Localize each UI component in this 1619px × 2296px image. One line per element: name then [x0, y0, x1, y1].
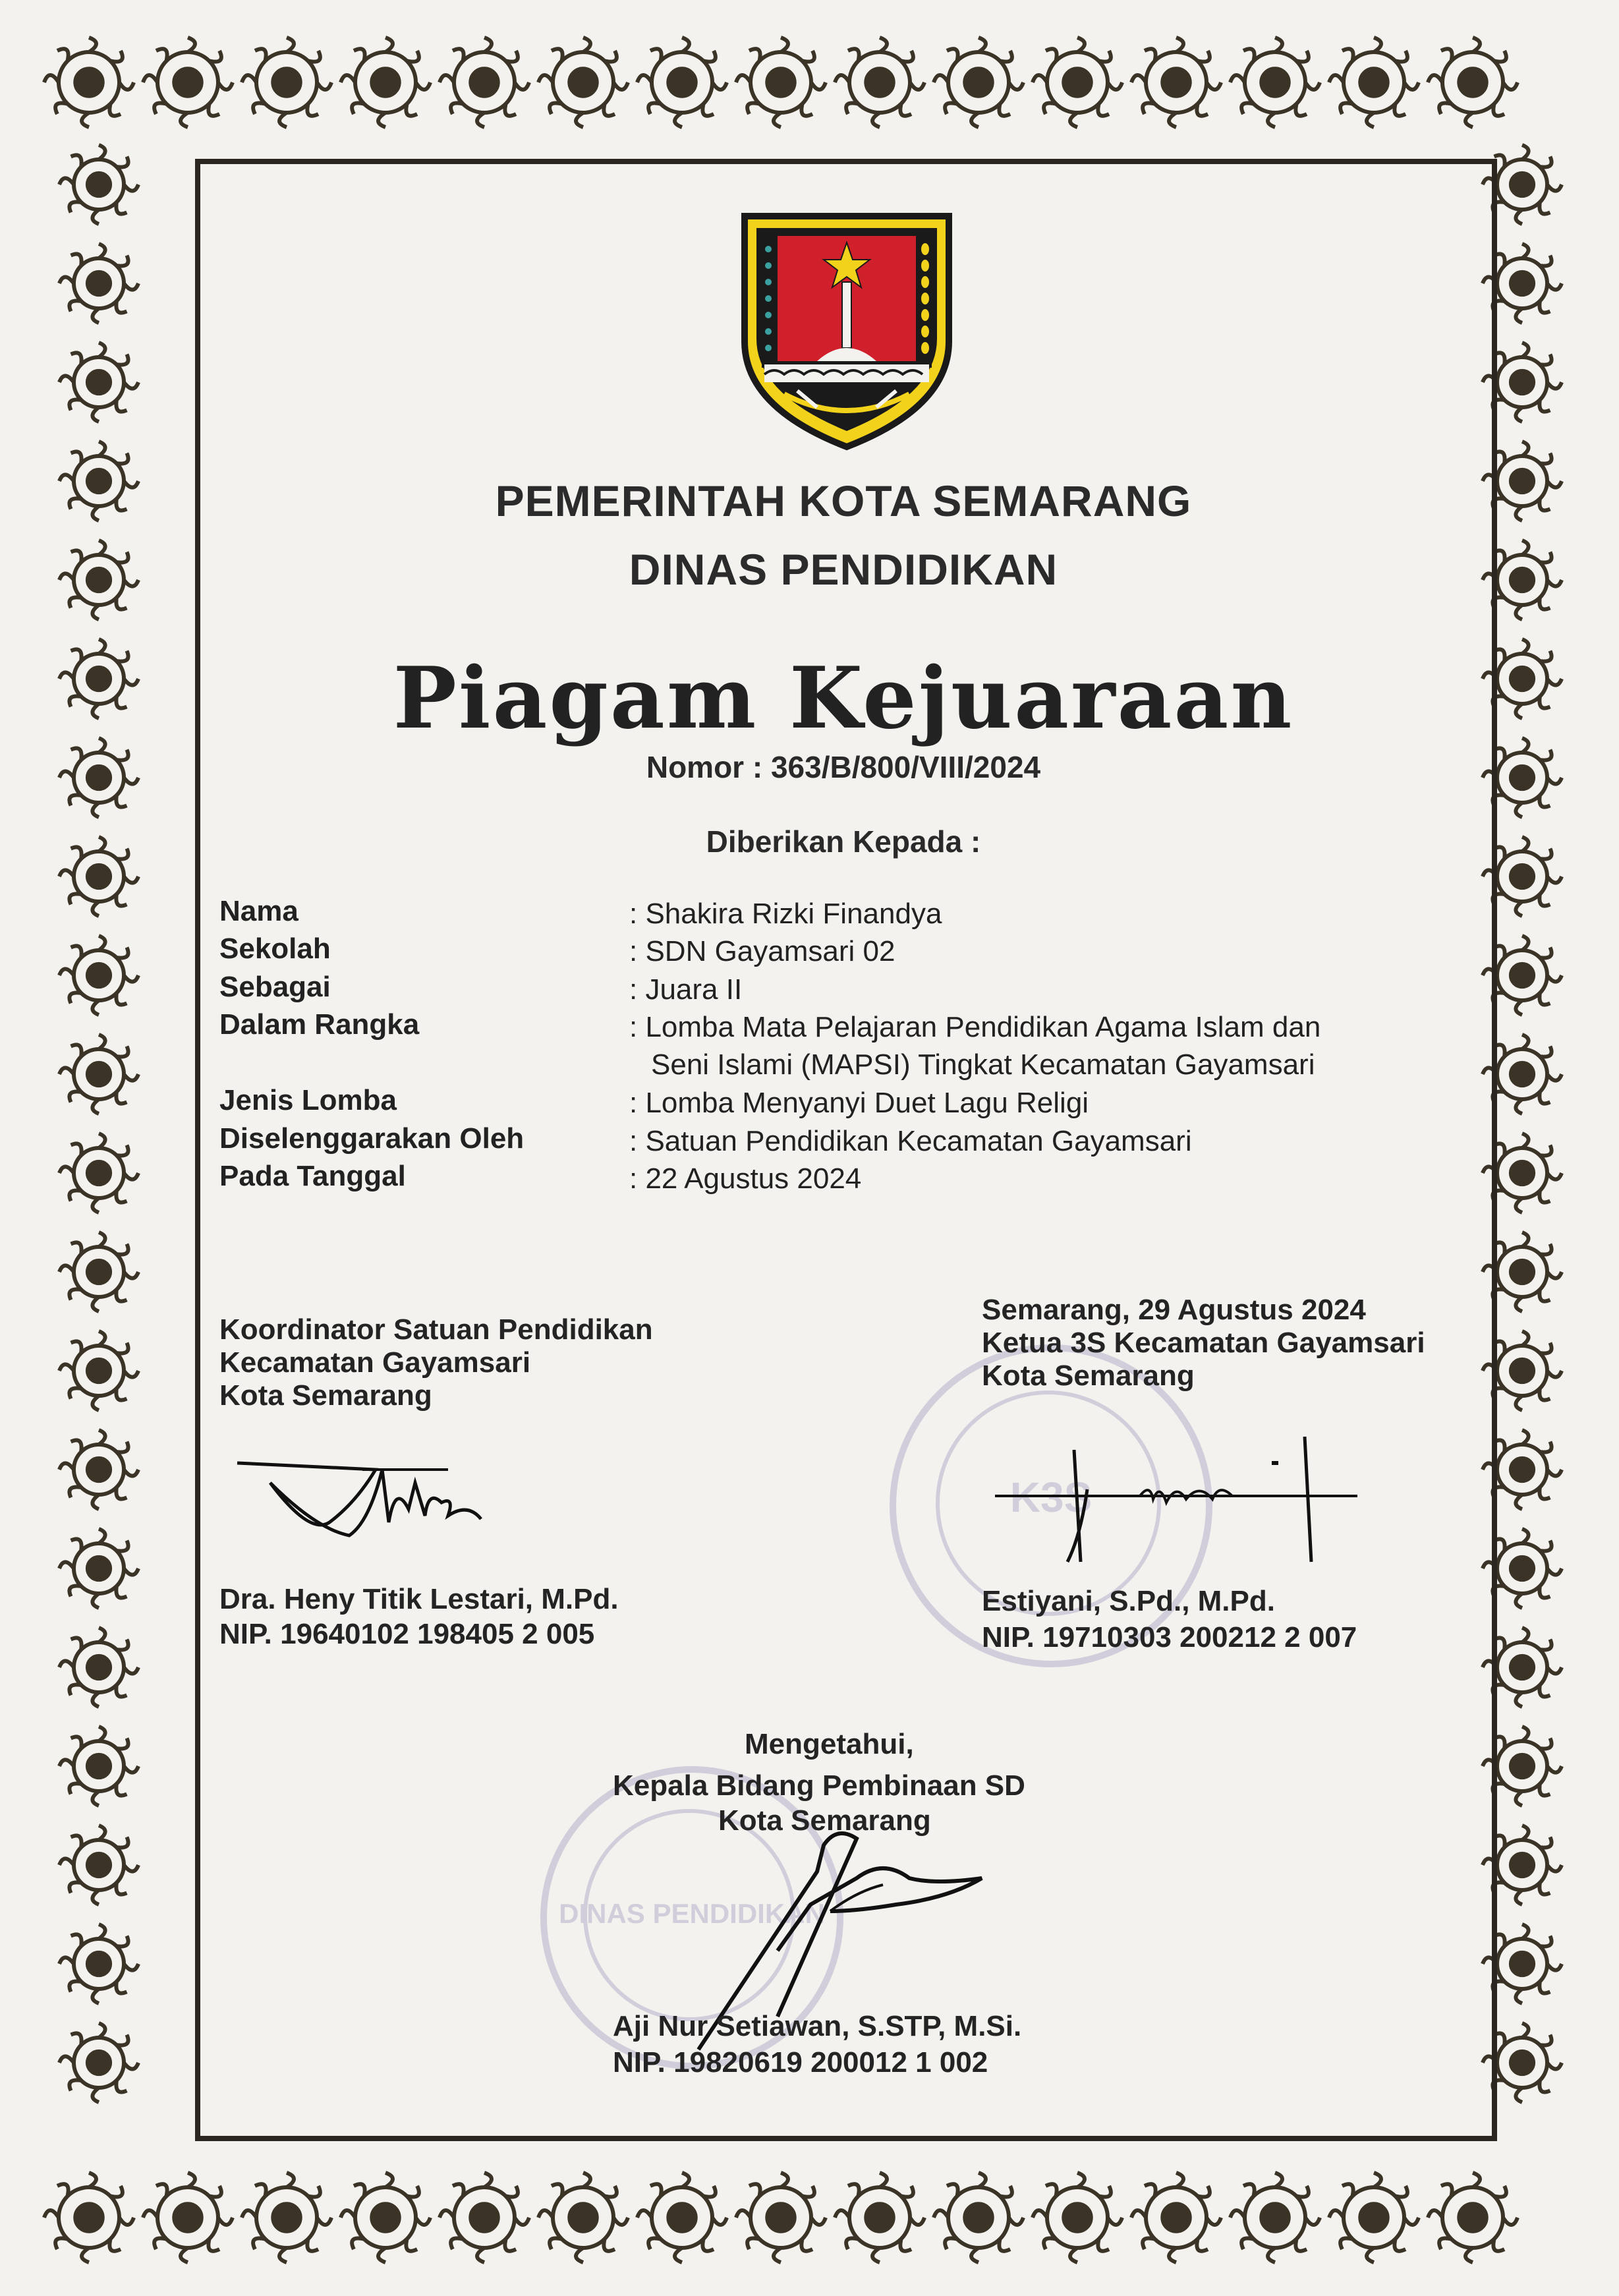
field-label-role: Sebagai	[219, 971, 331, 1003]
border-ornament	[637, 38, 727, 127]
border-ornament	[44, 2173, 134, 2262]
border-ornament	[1230, 2173, 1320, 2262]
field-label-occasion: Dalam Rangka	[219, 1008, 420, 1041]
border-ornament	[59, 244, 138, 323]
certificate-title: Piagam Kejuaraan	[393, 649, 1294, 748]
government-name: PEMERINTAH KOTA SEMARANG	[495, 476, 1192, 525]
bottom-signatory-title-1: Kepala Bidang Pembinaan SD	[613, 1769, 1025, 1802]
border-ornament	[59, 1529, 138, 1608]
border-ornament	[440, 2173, 529, 2262]
border-ornament	[59, 145, 138, 224]
bottom-signatory-name: Aji Nur Setiawan, S.STP, M.Si.	[613, 2010, 1022, 2042]
field-label-date: Pada Tanggal	[219, 1160, 406, 1192]
border-ornament	[1428, 38, 1518, 127]
border-ornament	[341, 38, 430, 127]
border-ornament	[1033, 38, 1122, 127]
semarang-coat-of-arms	[738, 210, 955, 453]
field-value-name: : Shakira Rizki Finandya	[629, 898, 942, 930]
field-value-role: : Juara II	[629, 973, 743, 1006]
border-ornament	[934, 38, 1023, 127]
border-ornament	[59, 2023, 138, 2102]
stamp-k3s-text: K3S	[1009, 1474, 1093, 1521]
border-ornament	[835, 38, 924, 127]
border-ornament	[637, 2173, 727, 2262]
border-ornament	[59, 1232, 138, 1311]
border-ornament	[59, 1331, 138, 1410]
border-ornament	[1428, 2173, 1518, 2262]
border-ornament	[538, 2173, 628, 2262]
border-ornament	[242, 38, 331, 127]
border-ornament	[242, 2173, 331, 2262]
right-signatory-title-2: Kota Semarang	[982, 1360, 1195, 1392]
border-ornament	[59, 1727, 138, 1806]
border-ornament	[59, 1430, 138, 1509]
border-ornament	[440, 38, 529, 127]
given-to-heading: Diberikan Kepada :	[706, 824, 981, 859]
border-ornament	[44, 38, 134, 127]
border-ornament	[736, 38, 826, 127]
border-ornament	[736, 2173, 826, 2262]
bottom-signatory-title-2: Kota Semarang	[718, 1804, 931, 1837]
right-place-date: Semarang, 29 Agustus 2024	[982, 1294, 1366, 1326]
field-value-organizer: : Satuan Pendidikan Kecamatan Gayamsari	[629, 1125, 1192, 1157]
field-label-school: Sekolah	[219, 933, 331, 965]
border-ornament	[59, 1035, 138, 1114]
field-label-name: Nama	[219, 895, 298, 927]
border-ornament	[59, 1134, 138, 1213]
right-signatory-nip: NIP. 19710303 200212 2 007	[982, 1621, 1357, 1653]
border-ornament	[59, 1628, 138, 1707]
left-signatory-name: Dra. Heny Titik Lestari, M.Pd.	[219, 1583, 619, 1615]
left-signature	[231, 1443, 534, 1575]
acknowledged-label: Mengetahui,	[745, 1728, 914, 1760]
right-signatory-name: Estiyani, S.Pd., M.Pd.	[982, 1585, 1275, 1617]
field-value-occasion: : Lomba Mata Pelajaran Pendidikan Agama Islam dan	[629, 1011, 1321, 1043]
field-value-school: : SDN Gayamsari 02	[629, 935, 895, 967]
border-ornament	[59, 1924, 138, 2003]
border-ornament	[143, 2173, 233, 2262]
left-signatory-title-2: Kecamatan Gayamsari	[219, 1346, 531, 1379]
left-signatory-nip: NIP. 19640102 198405 2 005	[219, 1618, 595, 1650]
left-signatory-title-3: Kota Semarang	[219, 1379, 432, 1412]
border-ornament	[143, 38, 233, 127]
border-ornament	[59, 1825, 138, 1905]
department-name: DINAS PENDIDIKAN	[629, 545, 1058, 594]
field-value-occasion-line2: Seni Islami (MAPSI) Tingkat Kecamatan Gayamsari	[651, 1048, 1315, 1081]
right-signature	[988, 1430, 1357, 1575]
border-ornament	[1131, 38, 1221, 127]
border-ornament	[1131, 2173, 1221, 2262]
right-signatory-title-1: Ketua 3S Kecamatan Gayamsari	[982, 1327, 1425, 1359]
field-label-competition-type: Jenis Lomba	[219, 1084, 397, 1116]
border-ornament	[59, 936, 138, 1015]
border-ornament	[934, 2173, 1023, 2262]
border-ornament	[1230, 38, 1320, 127]
border-ornament	[1329, 38, 1419, 127]
left-signatory-title-1: Koordinator Satuan Pendidikan	[219, 1313, 653, 1346]
border-ornament	[59, 343, 138, 422]
border-ornament	[1329, 2173, 1419, 2262]
border-ornament	[341, 2173, 430, 2262]
field-label-organizer: Diselenggarakan Oleh	[219, 1122, 525, 1155]
field-value-date: : 22 Agustus 2024	[629, 1162, 862, 1195]
bottom-signatory-nip: NIP. 19820619 200012 1 002	[613, 2046, 988, 2079]
border-ornament	[835, 2173, 924, 2262]
field-value-competition-type: : Lomba Menyanyi Duet Lagu Religi	[629, 1087, 1089, 1119]
stamp-dinas-text: DINAS PENDIDIKAN	[559, 1898, 825, 1929]
certificate-number: Nomor : 363/B/800/VIII/2024	[646, 750, 1041, 784]
border-ornament	[1033, 2173, 1122, 2262]
border-ornament	[538, 38, 628, 127]
